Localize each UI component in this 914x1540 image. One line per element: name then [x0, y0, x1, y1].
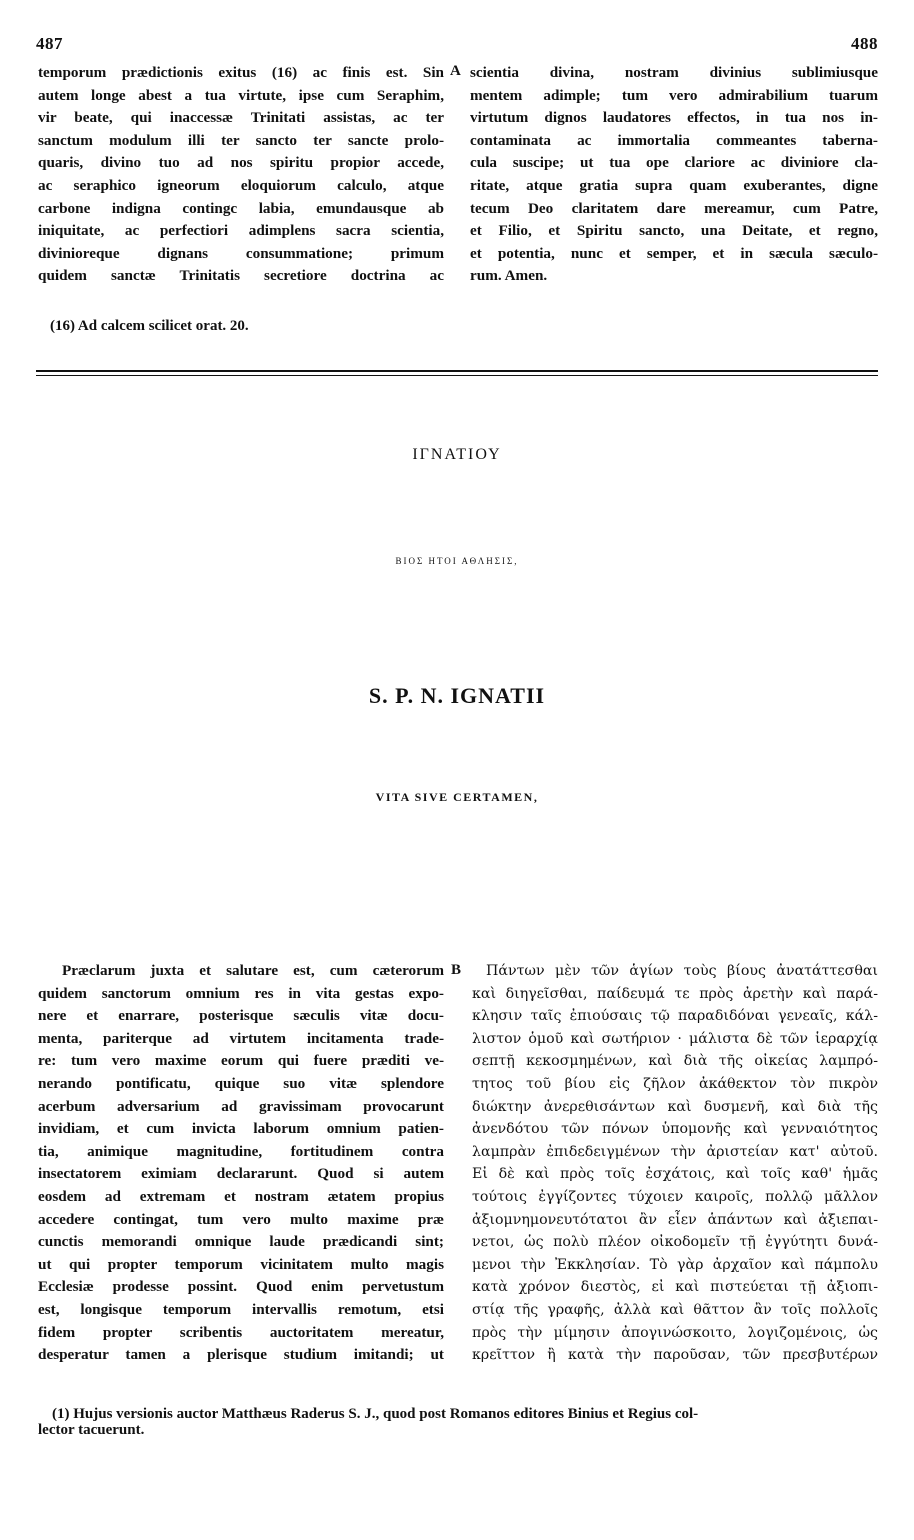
text-line: Πάντων μὲν τῶν ἁγίων τοὺς βίους ἀνατάττεσθαι: [486, 963, 878, 979]
text-line: καὶ διηγεῖσθαι, παίδευμά τε πρὸς ἀρετὴν καὶ παρά-: [472, 985, 878, 1002]
text-line: est, longisque temporum intervallis remotum, etsi: [38, 1300, 444, 1318]
bottom-right-column-greek: [472, 960, 878, 1367]
text-line: acerbum adversarium ad gravissimam provocarunt: [38, 1097, 444, 1115]
text-line: quidem sanctæ Trinitatis secretiore doctrina ac: [38, 267, 444, 285]
greek-bios-title: ΒΙΟΣ ΗΤΟΙ ΑΘΛΗΣΙΣ,: [395, 556, 519, 566]
text-line: νετοι, ὡς πολὺ πλέον οἰκοδομεῖν τῇ ἐγγύτητι δυνά-: [472, 1234, 878, 1251]
text-line: ἀξιομνημονευτότατοι ἂν εἶεν ἁπάντων καὶ ἀξιεπαι-: [472, 1211, 878, 1228]
margin-marker-a: A: [450, 63, 461, 79]
text-line: cula suscipe; ut tua ope clariore ac diviniore cla-: [470, 154, 878, 172]
text-line: tia, animique magnitudine, fortitudinem contra: [38, 1142, 444, 1160]
text-line: scientia divina, nostram divinius sublimiusque: [470, 64, 878, 81]
text-line: λαμπρὰν ἐπιδεδειγμένων τὴν ἀριστείαν κατ' αὐτοῦ.: [472, 1143, 878, 1160]
text-line: στίᾳ τῆς γραφῆς, ἀλλὰ καὶ θᾶττον ἂν τοῖς πολλοῖς: [472, 1301, 878, 1318]
top-right-column: [470, 62, 878, 288]
text-line: σεπτῇ κεκοσμημένων, καὶ διὰ τῆς οἰκείας λαμπρό-: [472, 1053, 878, 1070]
text-line: ἀνενδότου τῶν πόνων ὑπομονῆς καὶ γενναιότητος: [472, 1121, 878, 1138]
left-page-number: 487: [36, 34, 63, 53]
text-line: re: tum vero maxime eorum qui fuere præditi ve-: [38, 1052, 444, 1070]
text-line: contaminata ac immortalia commeantes taberna-: [470, 131, 878, 149]
footnote-16: (16) Ad calcem scilicet orat. 20.: [50, 318, 249, 334]
section-rule-thin: [36, 375, 878, 376]
latin-vita-title: VITA SIVE CERTAMEN,: [375, 790, 539, 804]
text-line: τητος τοῦ βίου εἰς ζῆλον ἀκάθεκτον τὸν πικρὸν: [472, 1075, 878, 1092]
footnote-1-line1: (1) Hujus versionis auctor Matthæus Raderus S. J., quod post Romanos editores Binius et Regius col-: [52, 1406, 699, 1422]
right-page-number: 488: [851, 34, 878, 53]
text-line: eosdem ad extremam et nostram ætatem propius: [38, 1187, 444, 1205]
top-left-column: [38, 62, 444, 288]
section-rule: [36, 370, 878, 372]
text-line: nerando pontificatu, quique suo vitæ splendore: [38, 1074, 444, 1092]
text-line: λιστον ὁμοῦ καὶ σωτήριον · μάλιστα δὲ τῶν ἱεραρχίᾳ: [472, 1030, 878, 1047]
text-line: desperatur tamen a plerisque studium imitandi; ut: [38, 1346, 444, 1364]
text-line: cunctis memorandi omnique laude prædicandi sint;: [38, 1233, 444, 1251]
text-line: Præclarum juxta et salutare est, cum cæterorum: [62, 962, 444, 979]
text-line: nere et enarrare, posterisque sæculis vitæ docu-: [38, 1007, 444, 1025]
text-line: invidiam, et cum invicta laborum omnium patien-: [38, 1120, 444, 1138]
text-line: menta, pariterque ad virtutem incitamenta trade-: [38, 1029, 444, 1047]
text-line: et Filio, et Spiritu sancto, una Deitate, et regno,: [470, 222, 878, 240]
text-line: πρὸς τὴν μίμησιν ἀπογινώσκοιτο, λογιζομένοις, ὡς: [472, 1324, 878, 1341]
text-line: διώκτην ἀνερεθισάντων καὶ δυσμενῆ, καὶ διὰ τῆς: [472, 1098, 878, 1115]
greek-name-title: ΙΓΝΑΤΙΟΥ: [412, 446, 502, 463]
text-line: quidem sanctorum omnium res in vita gestas expo-: [38, 984, 444, 1002]
text-line: κρεῖττον ἢ κατὰ τὴν παροῦσαν, τῶν πρεσβυτέρων: [472, 1347, 878, 1364]
text-line: Εἰ δὲ καὶ πρὸς τοῖς ἐσχάτοις, καὶ τοῖς καθ' ἡμᾶς: [472, 1166, 878, 1183]
text-line: mentem adimple; tum vero admirabilium tuarum: [470, 86, 878, 104]
latin-name-title: S. P. N. IGNATII: [368, 683, 546, 708]
text-line: sanctum modulum illi ter sancto ter sancte prolo-: [38, 131, 444, 149]
text-line: accedere contingat, tum vero multo maxime præ: [38, 1210, 444, 1228]
text-line: temporum prædictionis exitus (16) ac finis est. Sin: [38, 64, 444, 81]
text-line: vir beate, qui inaccessæ Trinitati assistas, ac ter: [38, 109, 444, 127]
text-line: ritate, atque gratia supra quam exuberantes, digne: [470, 176, 878, 194]
text-line: divinioreque dignans consummatione; primum: [38, 244, 444, 262]
text-line: quaris, divino tuo ad nos spiritu propior accede,: [38, 154, 444, 172]
text-line: autem longe abest a tua virtute, ipse cum Seraphim,: [38, 86, 444, 104]
text-line: rum. Amen.: [470, 267, 548, 285]
margin-marker-b: B: [451, 962, 462, 978]
text-line: ut qui propter temporum vicinitatem multo magis: [38, 1255, 444, 1273]
text-line: carbone indigna contingc labia, emundausque ab: [38, 199, 444, 217]
text-line: ac seraphico igneorum eloquiorum calculo, atque: [38, 176, 444, 194]
text-line: iniquitate, ac perfectiori adimplens sacra scientia,: [38, 222, 444, 240]
text-line: Ecclesiæ prodesse possint. Quod enim pervetustum: [38, 1278, 444, 1296]
text-line: virtutum dignos laudatores effectos, in tua nos in-: [470, 109, 878, 127]
text-line: fidem propter scribentis auctoritatem mereatur,: [38, 1323, 444, 1341]
text-line: μενοι τὴν Ἐκκλησίαν. Τὸ γὰρ ἀρχαῖον καὶ πάμπολυ: [472, 1256, 878, 1273]
text-line: tecum Deo claritatem dare mereamur, cum Patre,: [470, 199, 878, 217]
text-line: et potentia, nunc et semper, et in sæcula sæculo-: [470, 244, 878, 262]
bottom-left-column: [38, 960, 444, 1367]
text-line: insectatorem eximiam declararunt. Quod si autem: [38, 1165, 444, 1183]
text-line: κατὰ χρόνον διεστὸς, εἰ καὶ πιστεύεται τῇ ἀξιοπι-: [472, 1279, 878, 1296]
footnote-1-line2: lector tacuerunt.: [38, 1422, 145, 1438]
text-line: κλησιν ταῖς ἐπιούσαις τῷ παραδιδόναι γενεαῖς, κάλ-: [472, 1008, 878, 1025]
text-line: τούτοις ἐγγίζοντες τύχοιεν καιροῖς, πολλῷ μᾶλλον: [472, 1188, 878, 1205]
